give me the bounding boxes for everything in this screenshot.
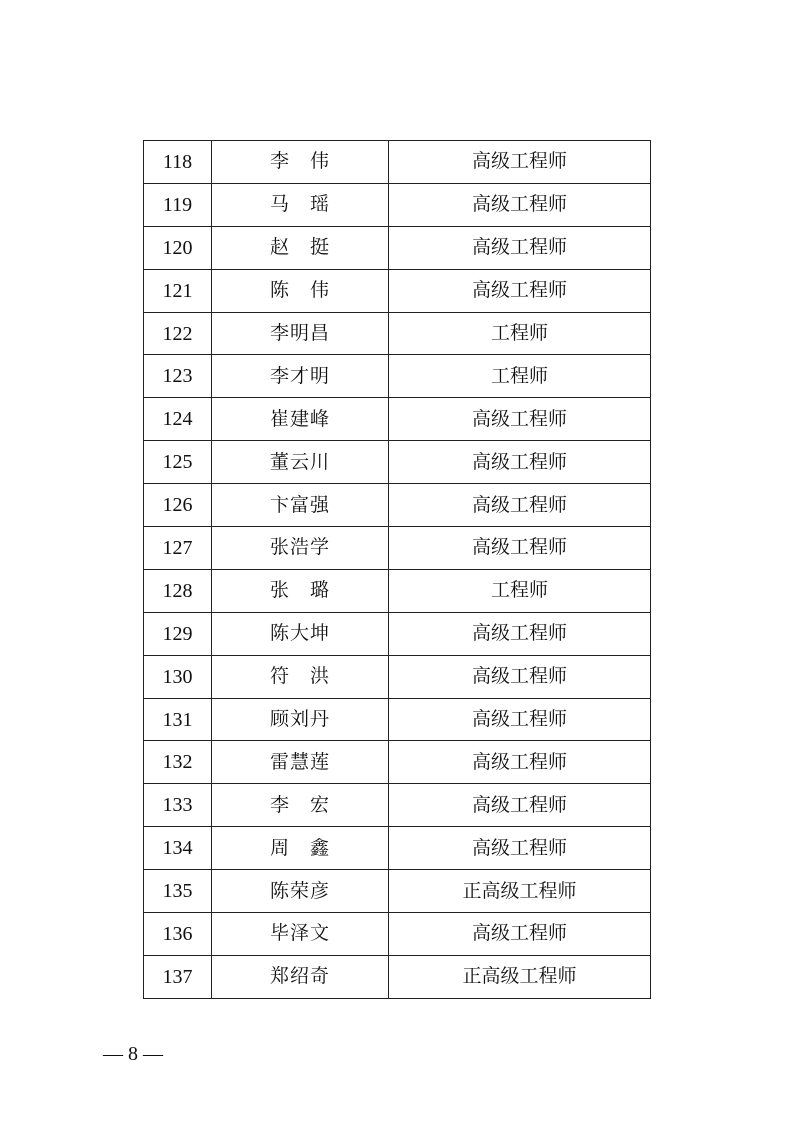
name-cell: 毕泽文 xyxy=(212,913,389,956)
row-number-cell: 119 xyxy=(144,183,212,226)
job-title-cell: 高级工程师 xyxy=(389,141,651,184)
job-title-cell: 高级工程师 xyxy=(389,784,651,827)
row-number-cell: 132 xyxy=(144,741,212,784)
table-row xyxy=(144,955,651,998)
table-row xyxy=(144,655,651,698)
row-number-cell: 118 xyxy=(144,141,212,184)
name-cell: 陈荣彦 xyxy=(212,870,389,913)
table-row xyxy=(144,870,651,913)
job-title-cell: 高级工程师 xyxy=(389,741,651,784)
job-title-cell: 高级工程师 xyxy=(389,484,651,527)
row-number-cell: 134 xyxy=(144,827,212,870)
name-cell: 李才明 xyxy=(212,355,389,398)
row-number-cell: 131 xyxy=(144,698,212,741)
job-title-cell: 高级工程师 xyxy=(389,226,651,269)
row-number-cell: 122 xyxy=(144,312,212,355)
name-cell: 陈大坤 xyxy=(212,612,389,655)
name-cell: 张浩学 xyxy=(212,527,389,570)
name-cell: 符 洪 xyxy=(212,655,389,698)
row-number-cell: 121 xyxy=(144,269,212,312)
table-row xyxy=(144,183,651,226)
name-cell: 李 宏 xyxy=(212,784,389,827)
name-cell: 马 瑶 xyxy=(212,183,389,226)
job-title-cell: 工程师 xyxy=(389,312,651,355)
table-row xyxy=(144,312,651,355)
name-cell: 郑绍奇 xyxy=(212,955,389,998)
page-number: — 8 — xyxy=(103,1043,163,1065)
row-number-cell: 127 xyxy=(144,527,212,570)
job-title-cell: 高级工程师 xyxy=(389,698,651,741)
job-title-cell: 高级工程师 xyxy=(389,827,651,870)
row-number-cell: 126 xyxy=(144,484,212,527)
table-row xyxy=(144,612,651,655)
table-row xyxy=(144,355,651,398)
name-cell: 雷慧莲 xyxy=(212,741,389,784)
table-row xyxy=(144,398,651,441)
row-number-cell: 135 xyxy=(144,870,212,913)
row-number-cell: 130 xyxy=(144,655,212,698)
job-title-cell: 高级工程师 xyxy=(389,913,651,956)
personnel-table-body xyxy=(144,141,651,999)
table-row xyxy=(144,569,651,612)
row-number-cell: 120 xyxy=(144,226,212,269)
name-cell: 周 鑫 xyxy=(212,827,389,870)
name-cell: 顾刘丹 xyxy=(212,698,389,741)
table-row xyxy=(144,141,651,184)
table-row xyxy=(144,913,651,956)
row-number-cell: 136 xyxy=(144,913,212,956)
job-title-cell: 正高级工程师 xyxy=(389,955,651,998)
table-row xyxy=(144,527,651,570)
name-cell: 董云川 xyxy=(212,441,389,484)
job-title-cell: 高级工程师 xyxy=(389,398,651,441)
table-row xyxy=(144,698,651,741)
row-number-cell: 125 xyxy=(144,441,212,484)
row-number-cell: 137 xyxy=(144,955,212,998)
table-row xyxy=(144,269,651,312)
name-cell: 卞富强 xyxy=(212,484,389,527)
job-title-cell: 高级工程师 xyxy=(389,527,651,570)
job-title-cell: 高级工程师 xyxy=(389,183,651,226)
row-number-cell: 128 xyxy=(144,569,212,612)
job-title-cell: 高级工程师 xyxy=(389,441,651,484)
job-title-cell: 工程师 xyxy=(389,355,651,398)
job-title-cell: 工程师 xyxy=(389,569,651,612)
table-row xyxy=(144,827,651,870)
table-row xyxy=(144,741,651,784)
personnel-table-container xyxy=(143,140,650,999)
row-number-cell: 124 xyxy=(144,398,212,441)
job-title-cell: 正高级工程师 xyxy=(389,870,651,913)
job-title-cell: 高级工程师 xyxy=(389,269,651,312)
name-cell: 赵 挺 xyxy=(212,226,389,269)
personnel-table xyxy=(143,140,651,999)
row-number-cell: 133 xyxy=(144,784,212,827)
name-cell: 陈 伟 xyxy=(212,269,389,312)
name-cell: 李 伟 xyxy=(212,141,389,184)
row-number-cell: 129 xyxy=(144,612,212,655)
table-row xyxy=(144,441,651,484)
name-cell: 张 璐 xyxy=(212,569,389,612)
name-cell: 崔建峰 xyxy=(212,398,389,441)
name-cell: 李明昌 xyxy=(212,312,389,355)
table-row xyxy=(144,226,651,269)
table-row xyxy=(144,484,651,527)
job-title-cell: 高级工程师 xyxy=(389,655,651,698)
row-number-cell: 123 xyxy=(144,355,212,398)
table-row xyxy=(144,784,651,827)
job-title-cell: 高级工程师 xyxy=(389,612,651,655)
